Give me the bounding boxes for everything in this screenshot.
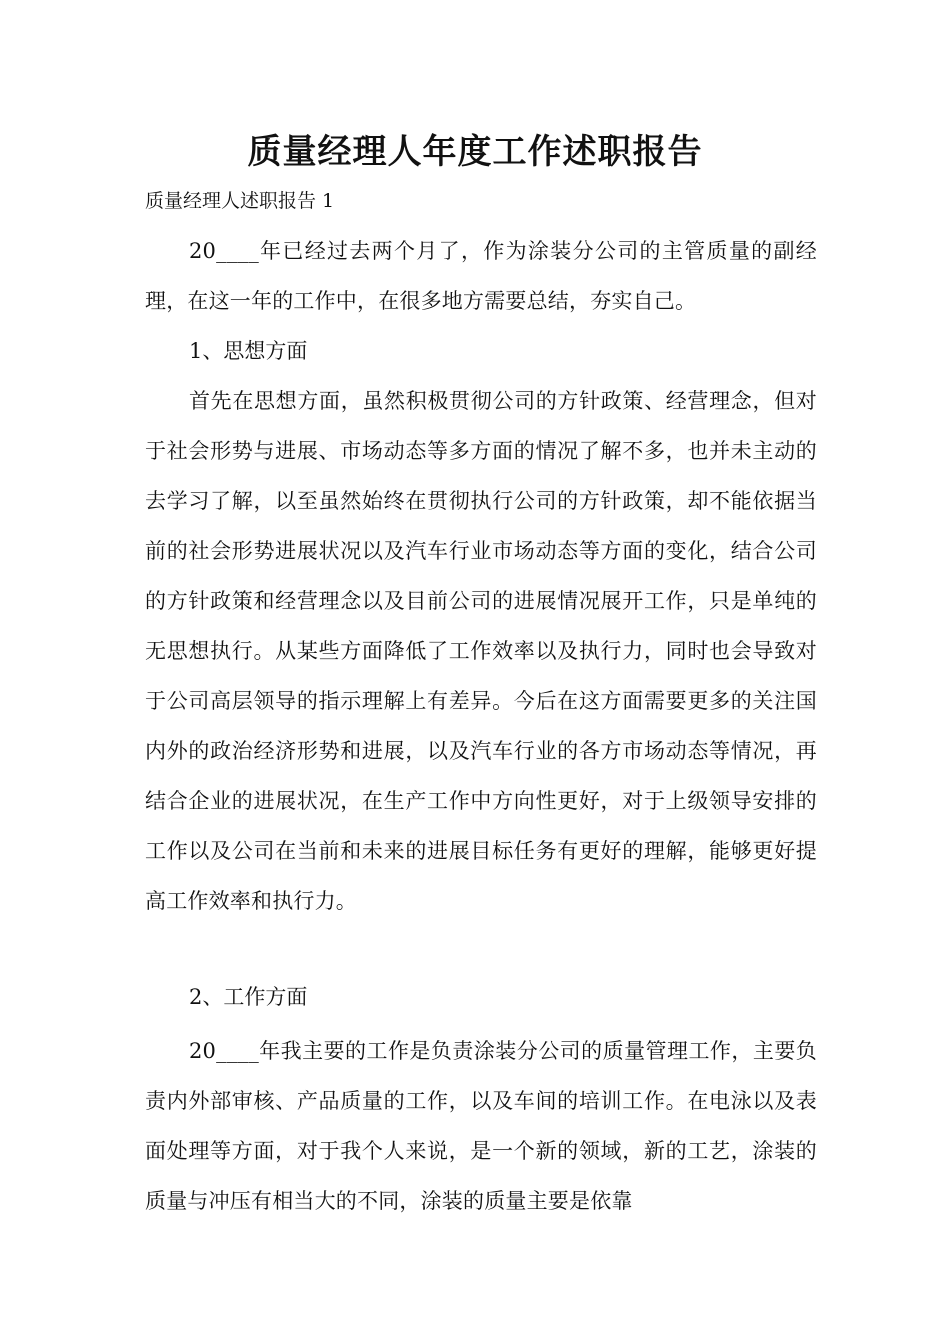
intro-paragraph: 20____年已经过去两个月了，作为涂装分公司的主管质量的副经理，在这一年的工作中，在很多地方需要总结，夯实自己。: [145, 239, 817, 313]
document-subtitle: 质量经理人述职报告 1: [145, 190, 335, 212]
thinking-paragraph: 首先在思想方面，虽然积极贯彻公司的方针政策、经营理念，但对于社会形势与进展、市场动态等多方面的情况了解不多，也并未主动的去学习了解，以至虽然始终在贯彻执行公司的方针政策，却不能依据当前的社会形势进展状况以及汽车行业市场动态等方面的变化，结合公司的方针政策和经营理念以及目前公司的进展情况展开工作，只是单纯的无思想执行。从某些方面降低了工作效率以及执行力，同时也会导致对于公司高层领导的指示理解上有差异。今后在这方面需要更多的关注国内外的政治经济形势和进展，以及汽车行业的各方市场动态等情况，再结合企业的进展状况，在生产工作中方向性更好，对于上级领导安排的工作以及公司在当前和未来的进展目标任务有更好的理解，能够更好提高工作效率和执行力。: [145, 389, 817, 913]
work-paragraph: 20____年我主要的工作是负责涂装分公司的质量管理工作，主要负责内外部审核、产品质量的工作，以及车间的培训工作。在电泳以及表面处理等方面，对于我个人来说，是一个新的领域，新的工艺，涂装的质量与冲压有相当大的不同，涂装的质量主要是依靠: [145, 1039, 817, 1213]
section-heading-work: 2、工作方面: [189, 985, 308, 1009]
section-heading-thinking: 1、思想方面: [189, 339, 308, 363]
document-title: 质量经理人年度工作述职报告: [247, 132, 703, 172]
